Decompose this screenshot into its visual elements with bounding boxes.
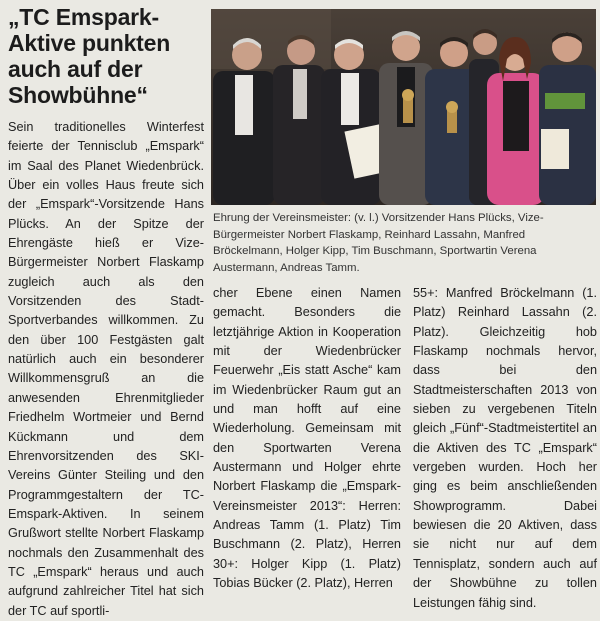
article-column-3: 55+: Manfred Bröckelmann (1. Platz) Reinhard Lassahn (2. Platz). Gleichzeitig hob Flaskamp nochmals hervor, dass bei den Stadtmeisterschaften 2013 von sieben zu vergebenen Titeln gleich „Fünf“-Stadtmeistertitel an die Aktiven des TC „Emspark“ vergeben wurden. Hoch her ging es beim anschließenden Showprogramm. Dabei bewiesen die 20 Aktiven, dass sie nicht nur auf dem Tennisplatz, sondern auch auf der Showbühne zu tollen Leistungen fähig sind. <box>413 286 597 610</box>
article-headline: „TC Emspark-Aktive punkten auch auf der Showbühne“ <box>8 4 171 108</box>
group-photo-illustration <box>211 9 596 205</box>
article-column-2: cher Ebene einen Namen gemacht. Besonders die letztjährige Aktion in Kooperation mit der Wiedenbrücker Feuerwehr „Eis statt Asche“ kam im Wiedenbrücker Raum gut an und man hofft auf eine Wiederholung. Gemeinsam mit den Sportwarten Verena Austermann und Holger ehrte Norbert Flaskamp die „Emspark-Vereinsmeister 2013“: Herren: Andreas Tamm (1. Platz) Tim Buschmann (2. Platz), Herren 30+: Holger Kipp (1. Platz) Tobias Bücker (2. Platz), Herren <box>213 286 401 591</box>
article-column-1: Sein traditionelles Winterfest feierte der Tennisclub „Emspark“ im Saal des Planet Wiedenbrück. Über ein volles Haus freute sich der „Emspark“-Vorsitzende Hans Plücks. An der Spitze der Ehrengäste hieß er Vize-Bürgermeister Norbert Flaskamp zugleich auch als den Vorsitzenden des Stadt-Sportverbandes willkommen. Zu den über 100 Festgästen galt natürlich auch ein besonderer Willkommensgruß an die anwesenden Ehrenmitglieder Friedhelm Wortmeier und Bernd Kückmann und dem Ehrenvorsitzenden des SKI-Vereins Günter Steiling und den Programmgestaltern der TC-Emspark-Aktiven. In seinem Grußwort stellte Norbert Flaskamp nochmals den Zusammenhalt des TC „Emspark“ heraus und auch aufgrund zahlreicher Titel hat sich der TC auf sportli- <box>8 120 204 618</box>
photo-caption: Ehrung der Vereinsmeister: (v. l.) Vorsitzender Hans Plücks, Vize-Bürgermeister Norbert Flaskamp, Reinhard Lassahn, Manfred Bröckelmann, Holger Kipp, Tim Buschmann, Sportwartin Verena Austermann, Andreas Tamm. <box>213 212 544 274</box>
group-photo <box>211 9 596 205</box>
